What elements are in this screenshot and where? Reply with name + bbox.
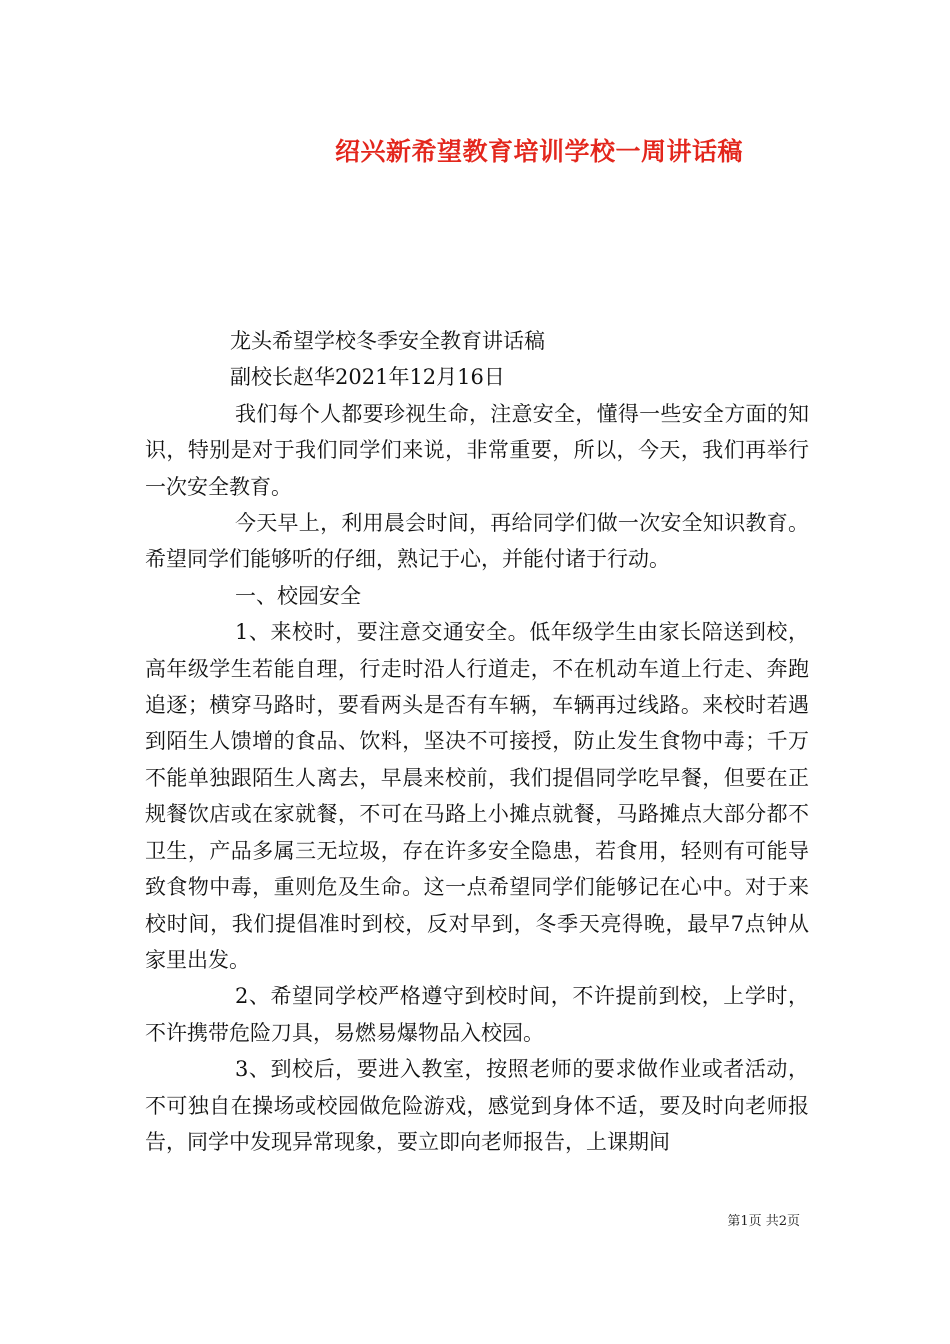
paragraph: 2、希望同学校严格遵守到校时间，不许提前到校，上学时，不许携带危险刀具，易燃易爆物品入校园。 [145,984,809,1045]
paragraph: 3、到校后，要进入教室，按照老师的要求做作业或者活动，不可独自在操场或校园做危险游戏，感觉到身体不适，要及时向老师报告，同学中发现异常现象，要立即向老师报告，上课期间 [145,1057,809,1154]
section-heading: 一、校园安全 [235,583,361,608]
speech-title: 龙头希望学校冬季安全教育讲话稿 [230,329,545,353]
paragraph: 1、来校时，要注意交通安全。低年级学生由家长陪送到校，高年级学生若能自理，行走时沿人行道走，不在机动车道上行走、奔跑追逐；横穿马路时，要看两头是否有车辆，车辆再过线路。来校时若遇到陌生人馈增的食品、饮料，坚决不可接授，防止发生食物中毒；千万不能单独跟陌生人离去，早晨来校前，我们提倡同学吃早餐，但要在正规餐饮店或在家就餐，不可在马路上小摊点就餐，马路摊点大部分都不卫生，产品多属三无垃圾，存在许多安全隐患，若食用，轻则有可能导致食物中毒，重则危及生命。这一点希望同学们能够记在心中。对于来校时间，我们提倡准时到校，反对早到，冬季天亮得晚，最早7点钟从家里出发。 [145,620,809,972]
speech-byline: 副校长赵华2021年12月16日 [230,365,505,390]
document-title: 绍兴新希望教育培训学校一周讲话稿 [334,137,743,166]
page-number: 第1页 共2页 [727,1214,800,1229]
document-body [145,323,809,1160]
paragraph: 今天早上，利用晨会时间，再给同学们做一次安全知识教育。希望同学们能够听的仔细，熟记于心，并能付诸于行动。 [145,511,809,572]
paragraph: 我们每个人都要珍视生命，注意安全，懂得一些安全方面的知识，特别是对于我们同学们来说，非常重要，所以，今天，我们再举行一次安全教育。 [145,401,809,499]
